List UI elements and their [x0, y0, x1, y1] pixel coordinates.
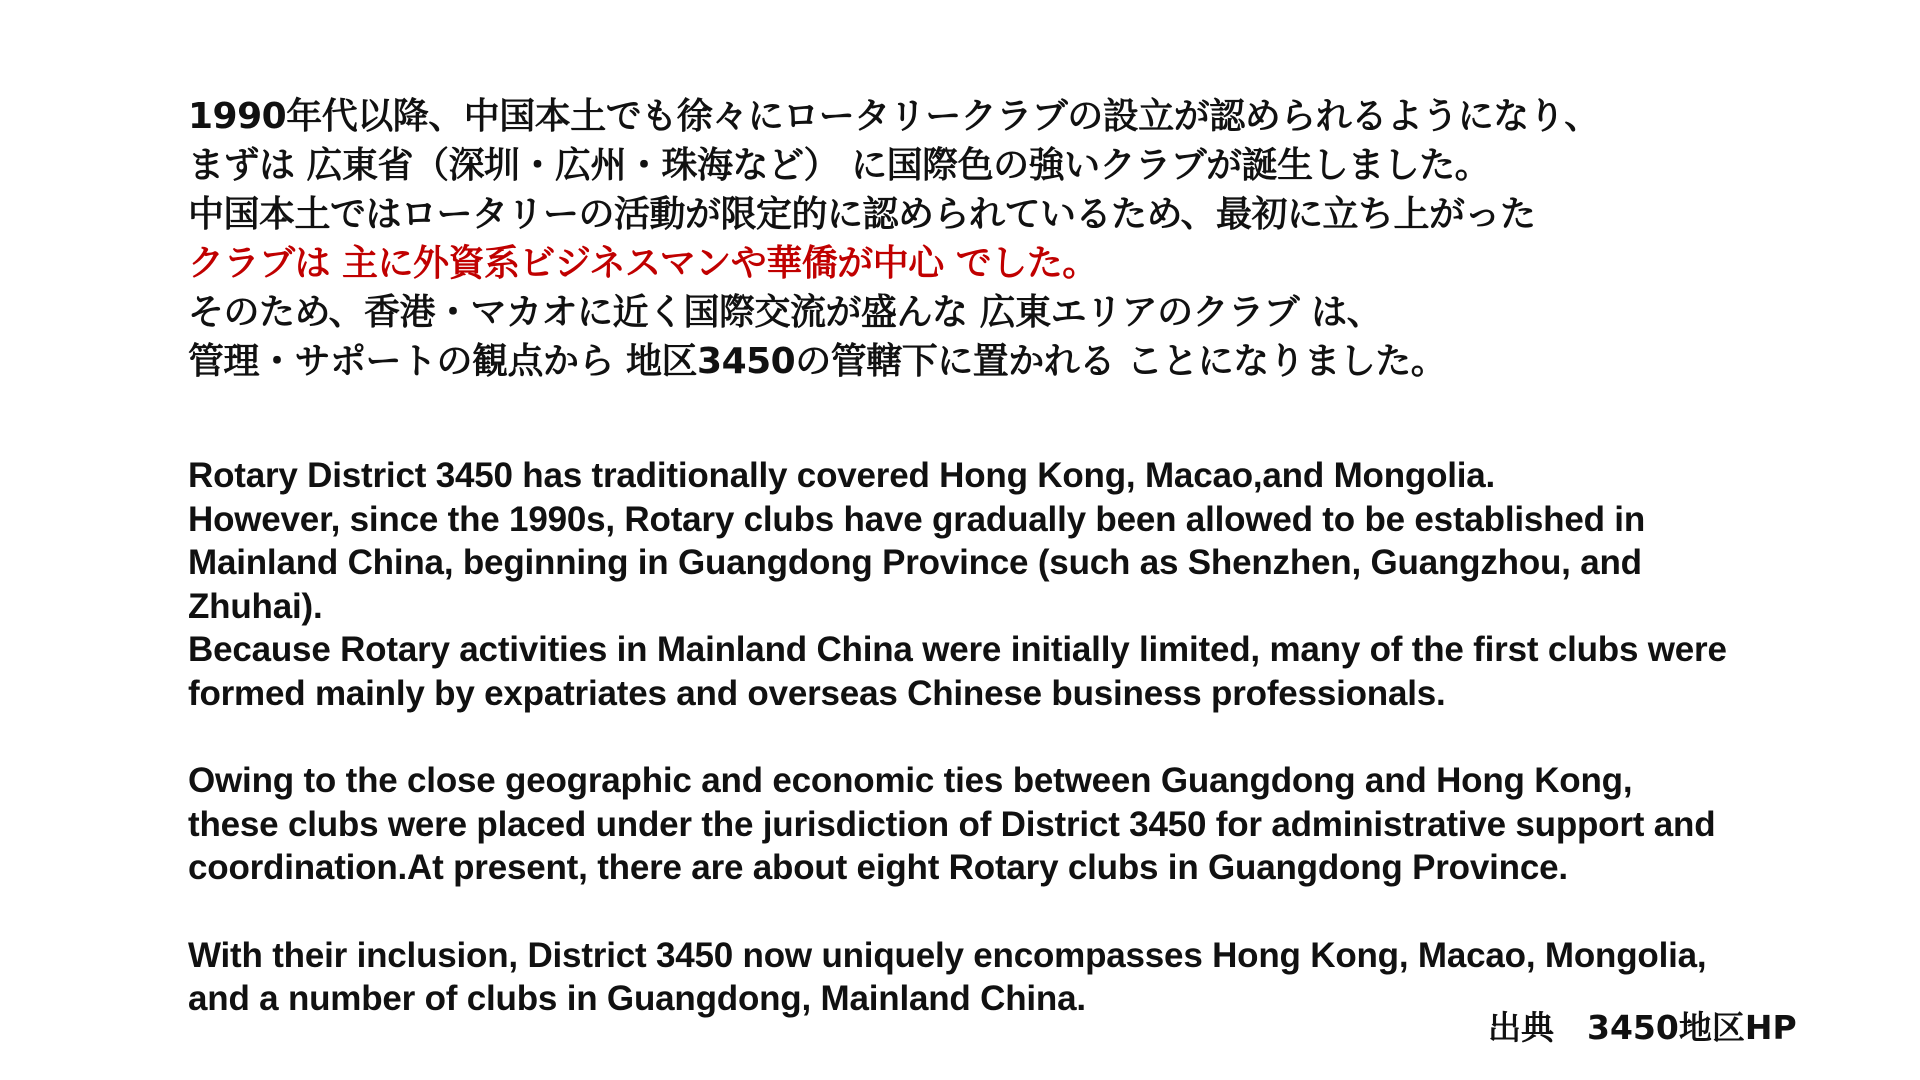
english-line: Owing to the close geographic and economic ties between Guangdong and Hong Kong,	[188, 761, 1633, 801]
english-line: Mainland China, beginning in Guangdong Province (such as Shenzhen, Guangzhou, and	[188, 543, 1642, 583]
japanese-line: 管理・サポートの観点から 地区3450の管轄下に置かれる ことになりました。	[188, 341, 1447, 382]
english-line: coordination.At present, there are about eight Rotary clubs in Guangdong Province.	[188, 848, 1568, 888]
english-line: Because Rotary activities in Mainland China were initially limited, many of the first clubs were	[188, 630, 1727, 670]
japanese-line: まずは 広東省（深圳・広州・珠海など） に国際色の強いクラブが誕生しました。	[188, 145, 1491, 186]
paragraph-gap	[188, 716, 1888, 760]
japanese-line: 1990年代以降、中国本土でも徐々にロータリークラブの設立が認められるようになり、	[188, 96, 1600, 137]
japanese-line: 中国本土ではロータリーの活動が限定的に認められているため、最初に立ち上がった	[188, 194, 1536, 235]
paragraph-gap	[188, 890, 1888, 934]
japanese-line: そのため、香港・マカオに近く国際交流が盛んな 広東エリアのクラブ は、	[188, 292, 1383, 333]
english-line: However, since the 1990s, Rotary clubs have gradually been allowed to be established in	[188, 499, 1646, 539]
english-line: Zhuhai).	[188, 586, 323, 626]
source-credit: 出典 3450地区HP	[1488, 1008, 1797, 1047]
english-line: these clubs were placed under the jurisdiction of District 3450 for administrative support and	[188, 804, 1716, 844]
japanese-highlight-line: クラブは 主に外資系ビジネスマンや華僑が中心 でした。	[188, 243, 1098, 284]
english-line: Rotary District 3450 has traditionally covered Hong Kong, Macao,and Mongolia.	[188, 456, 1496, 495]
english-text-block	[188, 454, 1888, 1021]
english-line: and a number of clubs in Guangdong, Mainland China.	[188, 979, 1086, 1019]
english-line: formed mainly by expatriates and overseas Chinese business professionals.	[188, 673, 1446, 713]
japanese-text-block	[188, 92, 1868, 386]
english-line: With their inclusion, District 3450 now uniquely encompasses Hong Kong, Macao, Mongolia,	[188, 935, 1707, 975]
